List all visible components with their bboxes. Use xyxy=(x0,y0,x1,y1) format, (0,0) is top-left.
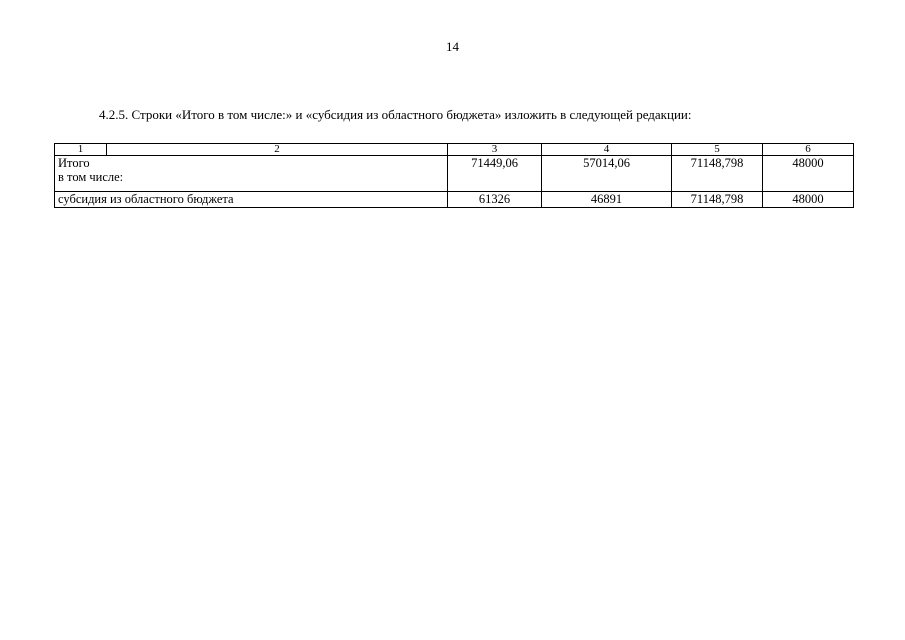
header-cell-2: 2 xyxy=(107,144,448,156)
total-value-col3: 71449,06 xyxy=(448,156,542,192)
subsidy-value-col6: 48000 xyxy=(763,192,854,208)
amendment-table xyxy=(54,143,854,208)
total-label-cell xyxy=(55,156,448,192)
subsidy-value-col5: 71148,798 xyxy=(672,192,763,208)
header-cell-4: 4 xyxy=(542,144,672,156)
total-value-col4: 57014,06 xyxy=(542,156,672,192)
subsidy-label: субсидия из областного бюджета xyxy=(55,192,448,208)
page-number: 14 xyxy=(446,39,459,54)
subsidy-value-col3: 61326 xyxy=(448,192,542,208)
table-header-row xyxy=(55,144,854,156)
header-cell-5: 5 xyxy=(672,144,763,156)
header-cell-6: 6 xyxy=(763,144,854,156)
total-value-col5: 71148,798 xyxy=(672,156,763,192)
table-row-subsidy xyxy=(55,192,854,208)
header-cell-1: 1 xyxy=(55,144,107,156)
total-label: Итого xyxy=(58,156,90,170)
table-row-total xyxy=(55,156,854,192)
subsidy-value-col4: 46891 xyxy=(542,192,672,208)
including-label: в том числе: xyxy=(58,170,124,184)
instruction-text: 4.2.5. Строки «Итого в том числе:» и «субсидия из областного бюджета» изложить в следующей редакции: xyxy=(99,107,692,122)
total-value-col6: 48000 xyxy=(763,156,854,192)
header-cell-3: 3 xyxy=(448,144,542,156)
